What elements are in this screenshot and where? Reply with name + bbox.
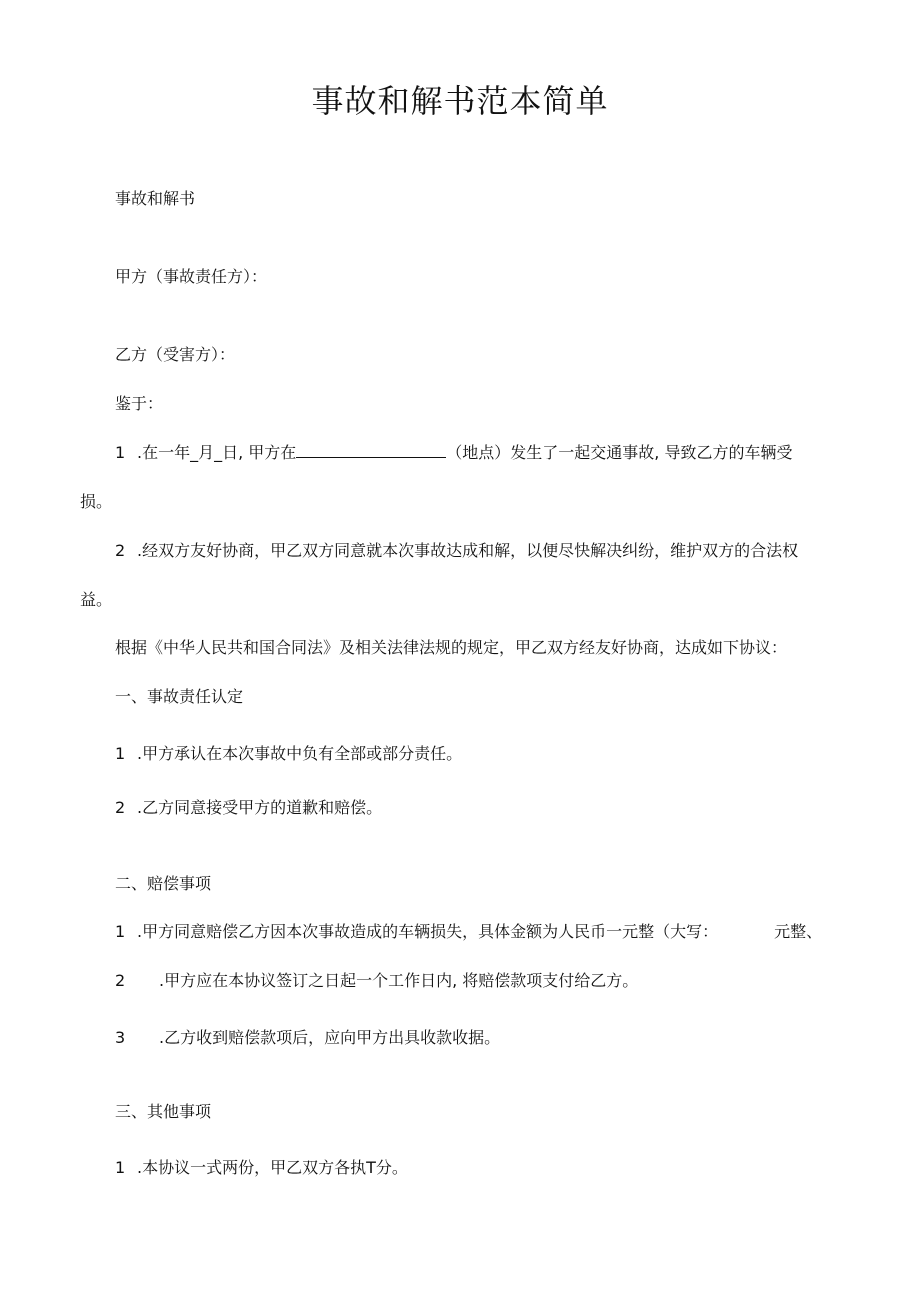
party-a-line: 甲方（事故责任方）： — [115, 267, 268, 286]
section-2-item-1-text: .甲方同意赔偿乙方因本次事故造成的车辆损失，具体金额为人民币一元整（大写： — [137, 922, 719, 941]
whereas-1-text-b: （地点）发生了一起交通事故, 导致乙方的车辆受 — [446, 443, 793, 462]
section-1-item-2 — [115, 797, 382, 819]
whereas-2-text: .经双方友好协商，甲乙双方同意就本次事故达成和解，以便尽快解决纠纷，维护双方的合法权 — [137, 541, 799, 560]
section-2-item-2-text: .甲方应在本协议签订之日起一个工作日内, 将赔偿款项支付给乙方。 — [159, 971, 639, 990]
item-number: 3 — [115, 1028, 126, 1047]
section-1-heading: 一、事故责任认定 — [115, 687, 244, 706]
section-2-item-1 — [115, 921, 822, 943]
section-3-item-1 — [115, 1157, 408, 1179]
section-3-item-1-text: .本协议一式两份，甲乙双方各执T分。 — [137, 1158, 408, 1177]
item-number: 1 — [115, 443, 126, 462]
whereas-item-2 — [115, 540, 798, 562]
section-1-item-1 — [115, 743, 462, 765]
item-number: 1 — [115, 922, 126, 941]
whereas-heading: 鉴于： — [115, 394, 164, 413]
party-b-line: 乙方（受害方）： — [115, 345, 236, 364]
whereas-item-1 — [115, 442, 792, 464]
item-number: 2 — [115, 971, 126, 990]
item-number: 1 — [115, 1158, 126, 1177]
whereas-item-1-continuation: 损。 — [80, 492, 113, 511]
section-2-heading: 二、赔偿事项 — [115, 874, 212, 893]
whereas-1-text-a: .在一年_月_日, 甲方在 — [137, 443, 297, 462]
legal-basis: 根据《中华人民共和国合同法》及相关法律法规的规定，甲乙双方经友好协商，达成如下协议： — [115, 638, 788, 657]
item-number: 1 — [115, 744, 126, 763]
section-3-heading: 三、其他事项 — [115, 1102, 212, 1121]
location-blank — [296, 443, 446, 458]
section-2-item-3-text: .乙方收到赔偿款项后，应向甲方出具收款收据。 — [159, 1028, 501, 1047]
section-2-item-3 — [115, 1027, 500, 1049]
section-2-item-1-tail: 元整、 — [774, 922, 823, 941]
whereas-item-2-continuation: 益。 — [80, 590, 113, 609]
item-number: 2 — [115, 798, 126, 817]
section-1-item-2-text: .乙方同意接受甲方的道歉和赔偿。 — [137, 798, 383, 817]
page-title: 事故和解书范本简单 — [311, 82, 609, 120]
item-number: 2 — [115, 541, 126, 560]
document-subtitle: 事故和解书 — [115, 189, 196, 208]
section-1-item-1-text: .甲方承认在本次事故中负有全部或部分责任。 — [137, 744, 463, 763]
section-2-item-2 — [115, 970, 638, 992]
